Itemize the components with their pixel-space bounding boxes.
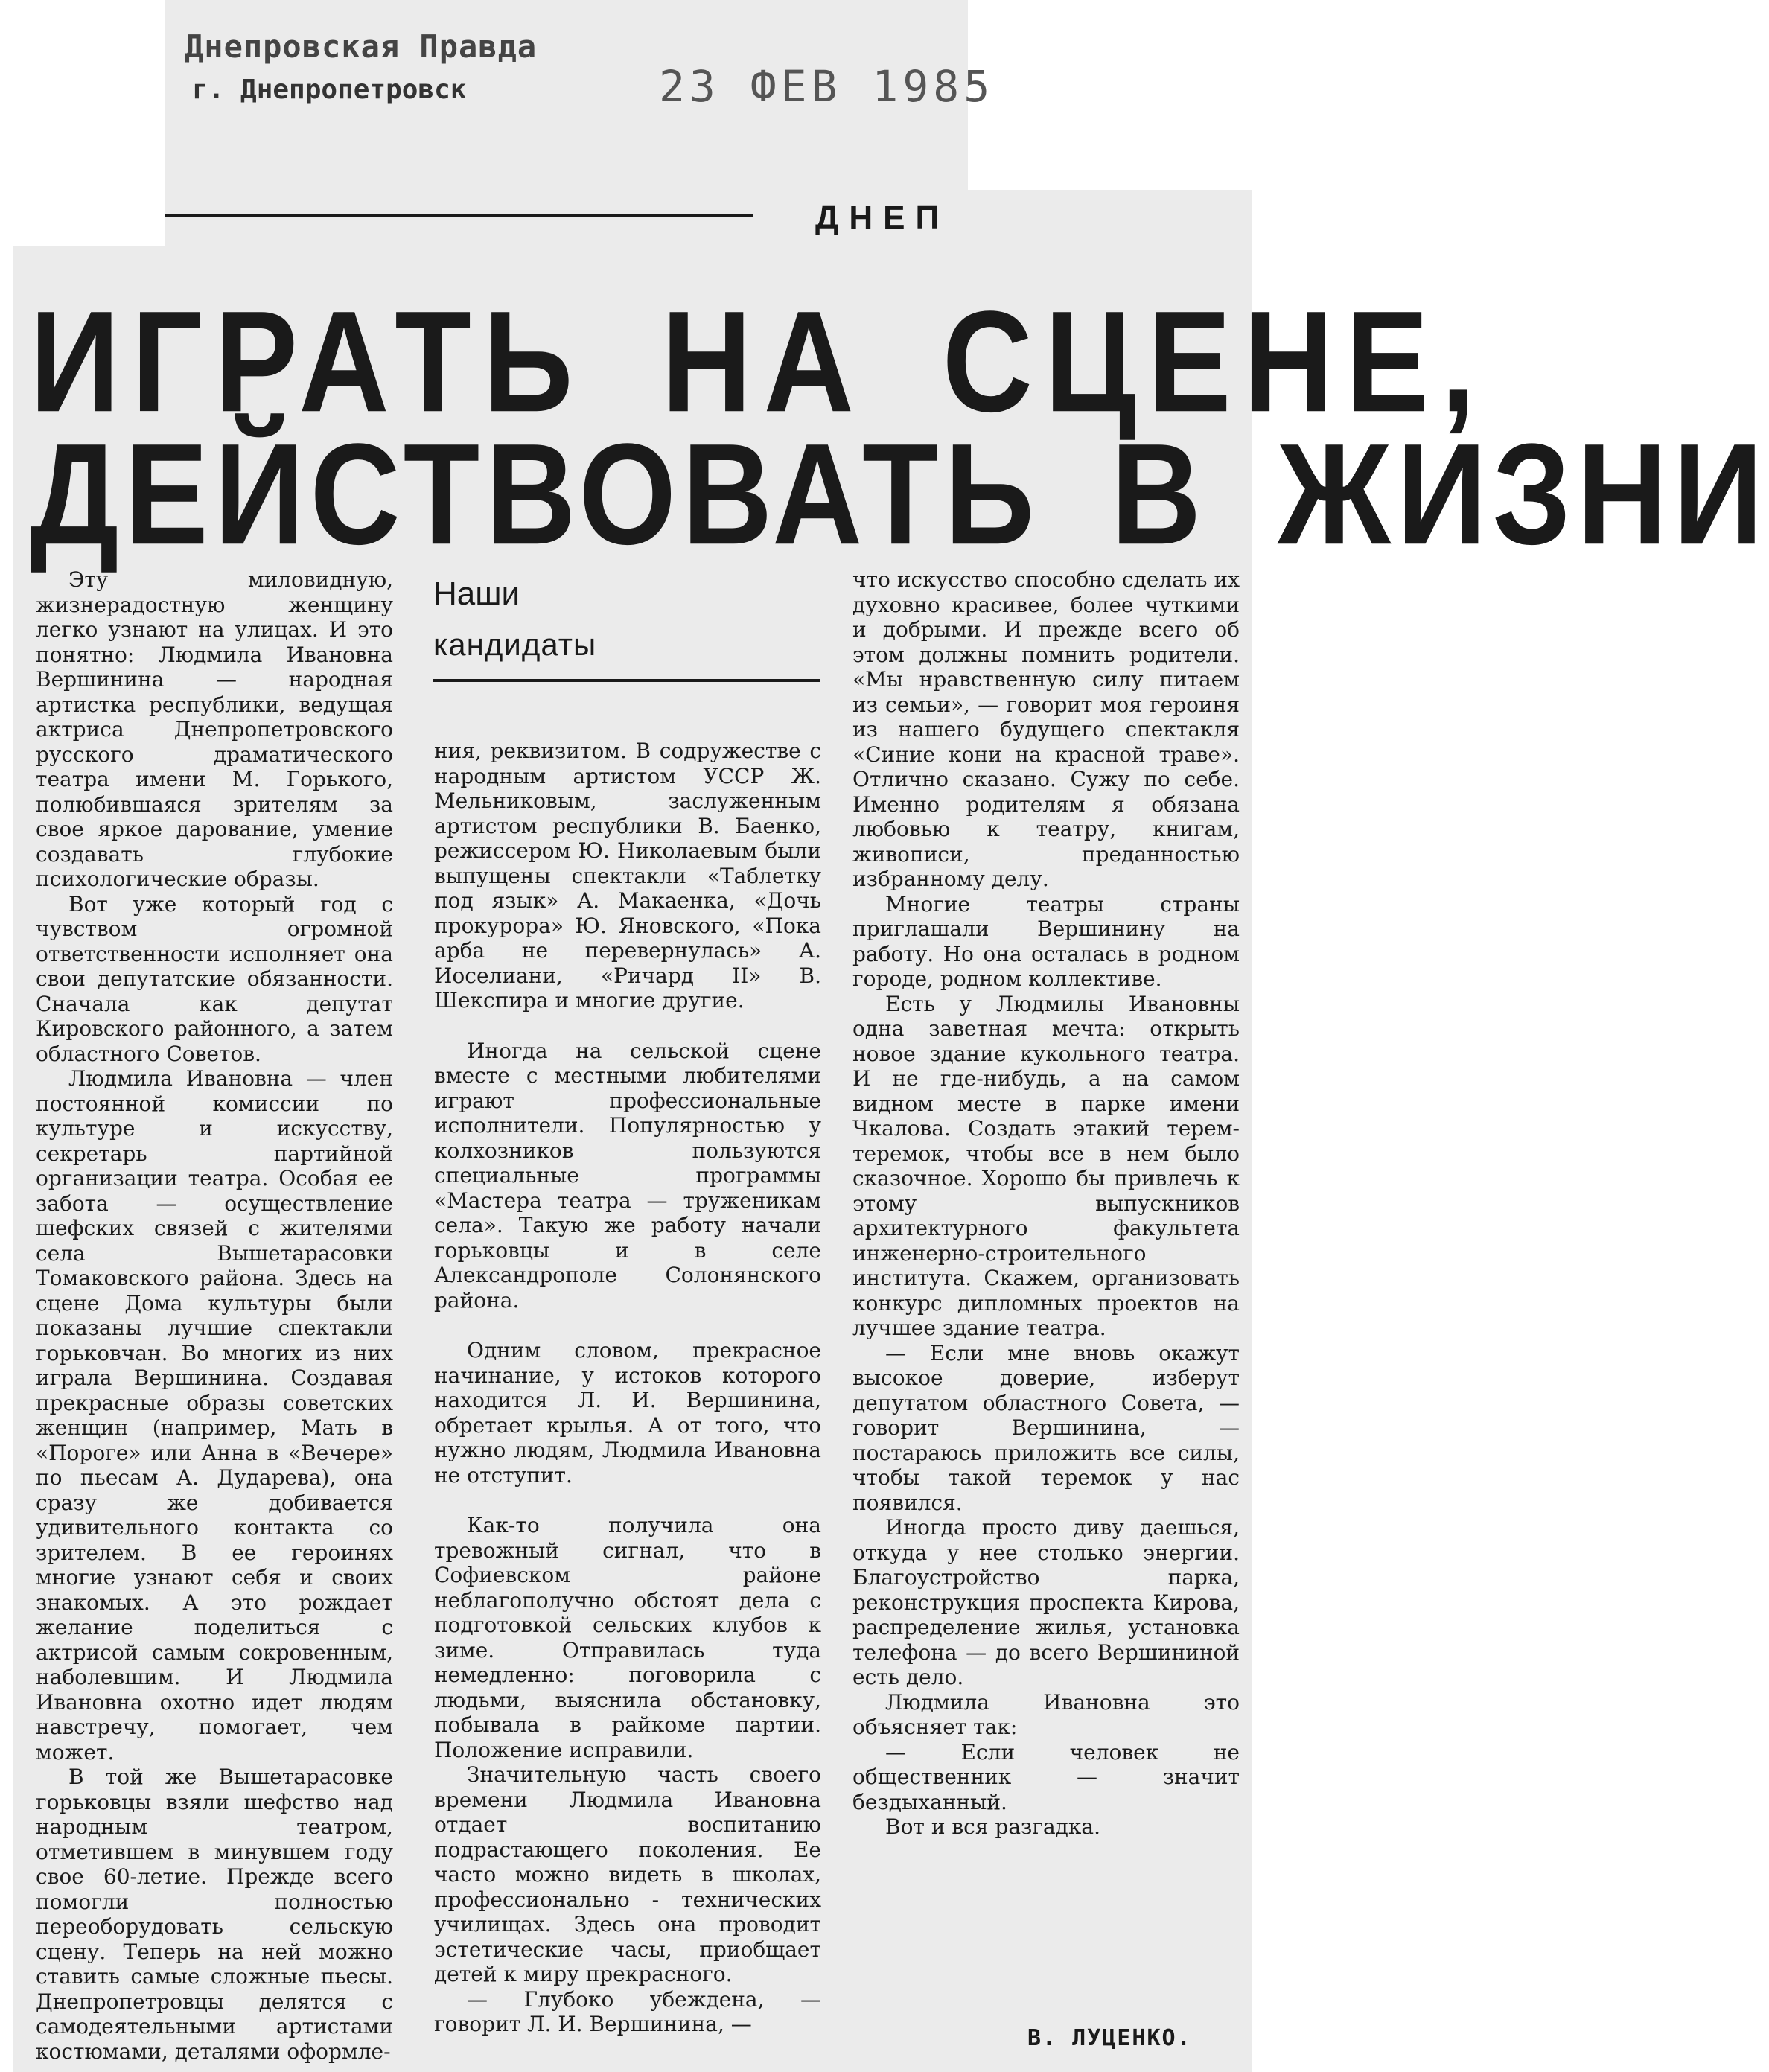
- author-signature: В. ЛУЦЕНКО.: [1027, 2025, 1192, 2051]
- article-column-3: [852, 567, 1240, 1840]
- rubric-line-2: кандидаты: [433, 627, 597, 662]
- stamp-city: г. Днепропетровск: [192, 74, 467, 105]
- rubric-underline: [433, 679, 820, 682]
- paragraph: Иногда на сельской сцене вместе с местными любителями играют профессиональные исполнители. Популярностью у колхозников пользуются специальные программы «Мастера театра — труженикам села». Такую же работу начали горьковцы и в селе Александрополе Солонянского района.: [434, 1038, 821, 1313]
- paragraph: Значительную часть своего времени Людмила Ивановна отдает воспитанию подрастающего поколения. Ее часто можно видеть в школах, профессионально - технических училищах. Здесь она проводит эстетические часы, приобщает детей к миру прекрасного.: [434, 1762, 821, 1986]
- headline-line-1: ИГРАТЬ НА СЦЕНЕ,: [30, 281, 1488, 442]
- top-rule: [165, 214, 753, 217]
- paragraph: — Глубоко убеждена, — говорит Л. И. Вершинина, —: [434, 1986, 821, 2036]
- paragraph: что искусство способно сделать их духовно красивее, более чуткими и добрыми. И прежде всего об этом должны помнить родители. «Мы нравственную силу питаем из семьи», — говорит моя героиня из нашего будущего спектакля «Синие кони на красной траве». Отлично сказано. Сужу по себе. Именно родителям я обязана любовью к театру, книгам, живописи, преданностью избранному делу.: [852, 567, 1240, 891]
- headline-line-2: ДЕЙСТВОВАТЬ В ЖИЗНИ: [30, 413, 1769, 575]
- paragraph: Вот и вся разгадка.: [885, 1814, 1100, 1839]
- paragraph: Как-то получила она тревожный сигнал, что в Софиевском районе неблагополучно обстоят дела с подготовкой сельских клубов к зиме. Отправилась туда немедленно: поговорила с людьми, выяснила обстановку, побывала в райкоме партии. Положение исправили.: [434, 1513, 821, 1762]
- paragraph: Иногда просто диву даешься, откуда у нее столько энергии. Благоустройство парка, реконструкция проспекта Кирова, распределение жилья, установка телефона — до всего Вершининой есть дело.: [852, 1515, 1240, 1689]
- paragraph: Людмила Ивановна это объясняет так:: [852, 1689, 1240, 1739]
- paragraph: — Если человек не общественник — значит бездыханный.: [852, 1739, 1240, 1814]
- paragraph: Эту миловидную, жизнерадостную женщину легко узнают на улицах. И это понятно: Людмила Ивановна Вершинина — народная артистка республики, ведущая актриса Днепропетровского русского драматического театра имени М. Горького, полюбившаяся зрителям за свое яркое дарование, умение создавать глубокие психологические образы.: [36, 567, 393, 891]
- paragraph: Одним словом, прекрасное начинание, у истоков которого находится Л. И. Вершинина, обретает крылья. А от того, что нужно людям, Людмила Ивановна не отступит.: [434, 1338, 821, 1488]
- article-column-2: [434, 739, 821, 2037]
- rubric-line-1: Наши: [433, 576, 520, 612]
- stamp-newspaper-name: Днепровская Правда: [185, 28, 538, 65]
- stamp-date: 23 ФЕВ 1985: [659, 61, 995, 112]
- paragraph: Многие театры страны приглашали Вершинину на работу. Но она осталась в родном городе, родном коллективе.: [852, 891, 1240, 991]
- paragraph: В той же Вышетарасовке горьковцы взяли шефство над народным театром, отметившем в минувшем году свое 60-летие. Прежде всего помогли полностью переоборудовать сельскую сцену. Теперь на ней можно ставить самые сложные пьесы. Днепропетровцы делятся с самодеятельными артистами костюмами, деталями оформле-: [36, 1765, 393, 2064]
- paragraph: ния, реквизитом. В содружестве с народным артистом УССР Ж. Мельниковым, заслуженным артистом республики В. Баенко, режиссером Ю. Николаевым были выпущены спектакли «Таблетку под язык» А. Макаенка, «Дочь прокурора» Ю. Яновского, «Пока арба не перевернулась» А. Иоселиани, «Ричард II» В. Шекспира и многие другие.: [434, 739, 821, 1013]
- clipping-right-tab: [968, 190, 1252, 249]
- paragraph: Есть у Людмилы Ивановны одна заветная мечта: открыть новое здание кукольного театра. И не где-нибудь, а на самом видном месте в парке имени Чкалова. Создать этакий терем-теремок, чтобы все в нем было сказочное. Хорошо бы привлечь к этому выпускников архитектурного факультета инженерно-строительного института. Скажем, организовать конкурс дипломных проектов на лучшее здание театра.: [852, 991, 1240, 1340]
- rubric: [433, 573, 820, 682]
- section-label: ДНЕП: [815, 200, 950, 236]
- paragraph: — Если мне вновь окажут высокое доверие, изберут депутатом областного Совета, — говорит Вершинина, — постараюсь приложить все силы, чтобы такой теремок у нас появился.: [852, 1340, 1240, 1515]
- paragraph: Людмила Ивановна — член постоянной комиссии по культуре и искусству, секретарь партийной организации театра. Особая ее забота — осуществление шефских связей с жителями села Вышетарасовки Томаковского района. Здесь на сцене Дома культуры были показаны лучшие спектакли горьковчан. Во многих из них играла Вершинина. Создавая прекрасные образы советских женщин (например, Мать в «Пороге» или Анна в «Вечере» по пьесам А. Дударева), она сразу же добивается удивительного контакта со зрителем. В ее героинях многие узнают себя и своих знакомых. А это рождает желание поделиться с актрисой самым сокровенным, наболевшим. И Людмила Ивановна охотно идет людям навстречу, помогает, чем может.: [36, 1066, 393, 1765]
- article-column-1: [36, 567, 393, 2064]
- paragraph: Вот уже который год с чувством огромной ответственности исполняет она свои депутатские обязанности. Сначала как депутат Кировского районного, а затем областного Советов.: [36, 891, 393, 1066]
